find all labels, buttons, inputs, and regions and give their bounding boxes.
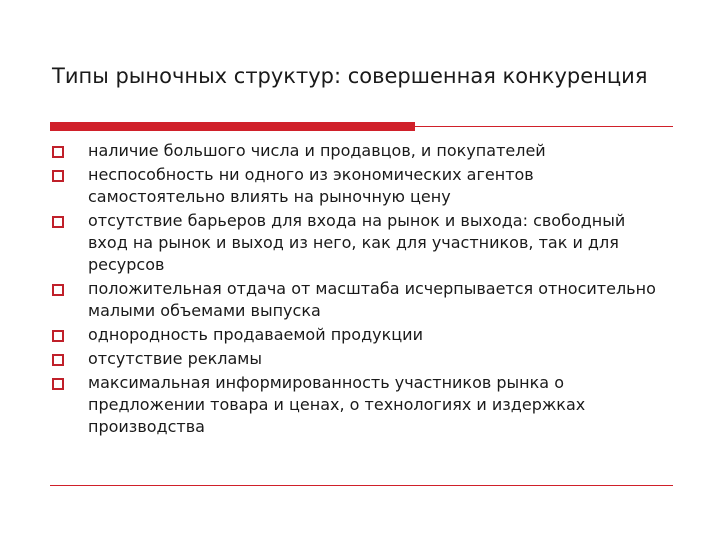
list-item-text: отсутствие рекламы	[88, 349, 262, 368]
square-bullet-icon	[52, 378, 64, 390]
list-item	[50, 372, 660, 438]
list-item	[50, 278, 660, 322]
square-bullet-icon	[52, 354, 64, 366]
square-bullet-icon	[52, 170, 64, 182]
square-bullet-icon	[52, 284, 64, 296]
slide-title: Типы рыночных структур: совершенная конкуренция	[52, 64, 648, 88]
list-item	[50, 164, 660, 208]
list-item	[50, 210, 660, 276]
list-item-text: отсутствие барьеров для входа на рынок и выхода: свободный вход на рынок и выход из него, как для участников, так и для ресурсов	[88, 211, 626, 274]
title-underline-thin	[415, 126, 673, 127]
square-bullet-icon	[52, 330, 64, 342]
title-underline	[50, 122, 673, 132]
bullet-list	[50, 140, 660, 440]
square-bullet-icon	[52, 216, 64, 228]
bottom-divider	[50, 485, 673, 486]
title-underline-thick	[50, 122, 415, 131]
list-item	[50, 140, 660, 162]
list-item	[50, 348, 660, 370]
list-item-text: положительная отдача от масштаба исчерпывается относительно малыми объемами выпуска	[88, 279, 656, 320]
list-item-text: однородность продаваемой продукции	[88, 325, 423, 344]
list-item	[50, 324, 660, 346]
list-item-text: неспособность ни одного из экономических агентов самостоятельно влиять на рыночную цену	[88, 165, 534, 206]
list-item-text: максимальная информированность участников рынка о предложении товара и ценах, о технологиях и издержках производства	[88, 373, 586, 436]
square-bullet-icon	[52, 146, 64, 158]
list-item-text: наличие большого числа и продавцов, и покупателей	[88, 141, 546, 160]
